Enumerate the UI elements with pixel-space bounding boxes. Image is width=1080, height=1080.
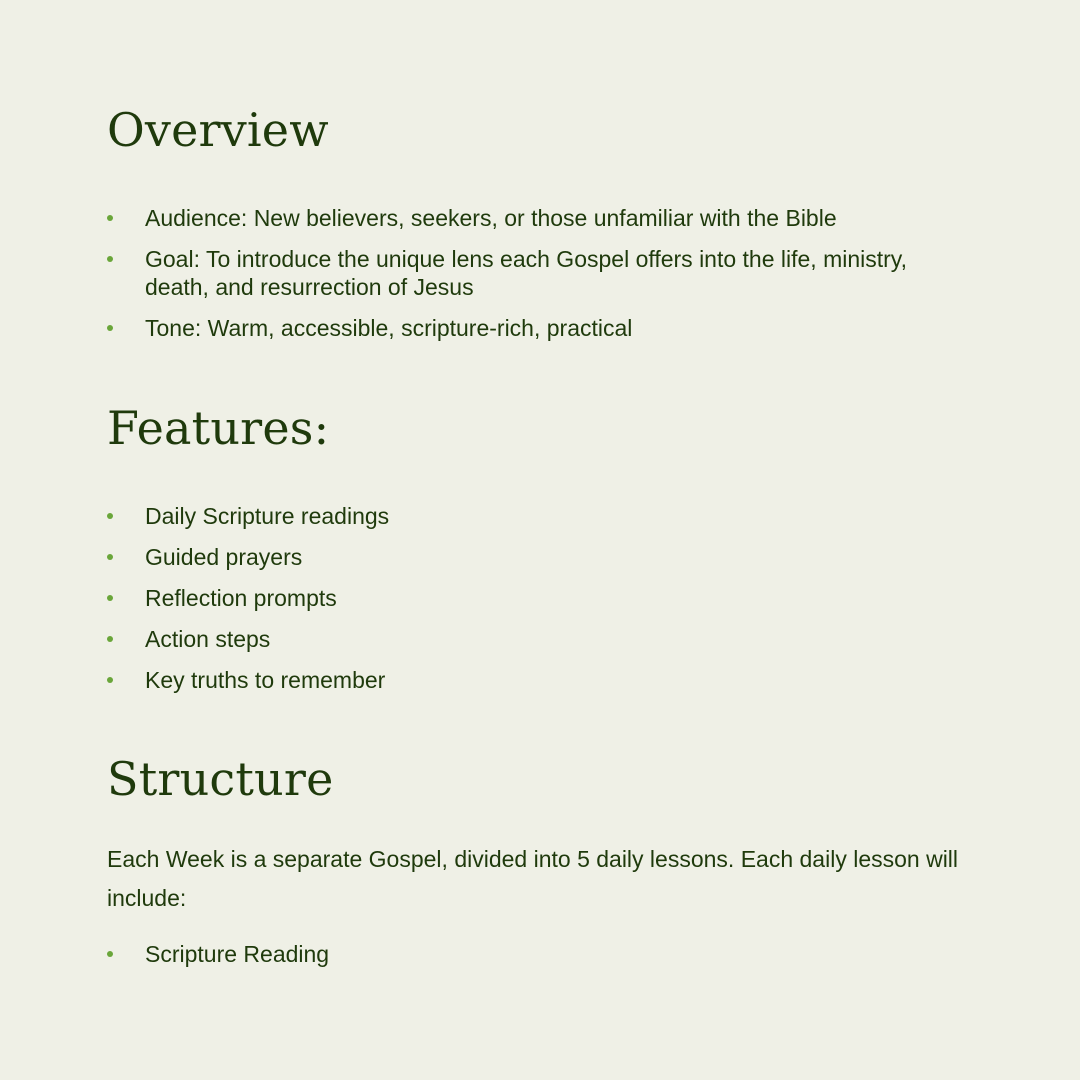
bullet-icon bbox=[107, 595, 113, 601]
list-item-text: Goal: To introduce the unique lens each Gospel offers into the life, ministry, death, and resurrection of Jesus bbox=[145, 246, 907, 300]
bullet-icon bbox=[107, 215, 113, 221]
list-item bbox=[107, 204, 957, 232]
bullet-icon bbox=[107, 513, 113, 519]
list-item bbox=[107, 625, 957, 653]
list-item bbox=[107, 584, 957, 612]
list-item bbox=[107, 502, 957, 530]
list-item-text: Audience: New believers, seekers, or those unfamiliar with the Bible bbox=[145, 205, 837, 231]
bullet-icon bbox=[107, 554, 113, 560]
structure-heading: Structure bbox=[107, 752, 334, 806]
list-item-text: Guided prayers bbox=[145, 544, 303, 570]
list-item bbox=[107, 940, 957, 968]
list-item bbox=[107, 666, 957, 694]
list-item-text: Key truths to remember bbox=[145, 667, 386, 693]
list-item-text: Tone: Warm, accessible, scripture-rich, practical bbox=[145, 315, 633, 341]
bullet-icon bbox=[107, 636, 113, 642]
list-item bbox=[107, 314, 957, 342]
list-item-text: Daily Scripture readings bbox=[145, 503, 390, 529]
list-item-text: Reflection prompts bbox=[145, 585, 337, 611]
list-item-text: Action steps bbox=[145, 626, 271, 652]
bullet-icon bbox=[107, 256, 113, 262]
bullet-icon bbox=[107, 677, 113, 683]
bullet-icon bbox=[107, 325, 113, 331]
list-item bbox=[107, 245, 957, 301]
features-heading: Features: bbox=[107, 401, 330, 455]
structure-paragraph: Each Week is a separate Gospel, divided into 5 daily lessons. Each daily lesson will include: bbox=[107, 846, 959, 911]
structure-list bbox=[107, 940, 957, 981]
overview-list bbox=[107, 204, 957, 355]
overview-heading: Overview bbox=[107, 103, 329, 157]
list-item bbox=[107, 543, 957, 571]
features-list bbox=[107, 502, 957, 707]
list-item-text: Scripture Reading bbox=[145, 941, 330, 967]
bullet-icon bbox=[107, 951, 113, 957]
